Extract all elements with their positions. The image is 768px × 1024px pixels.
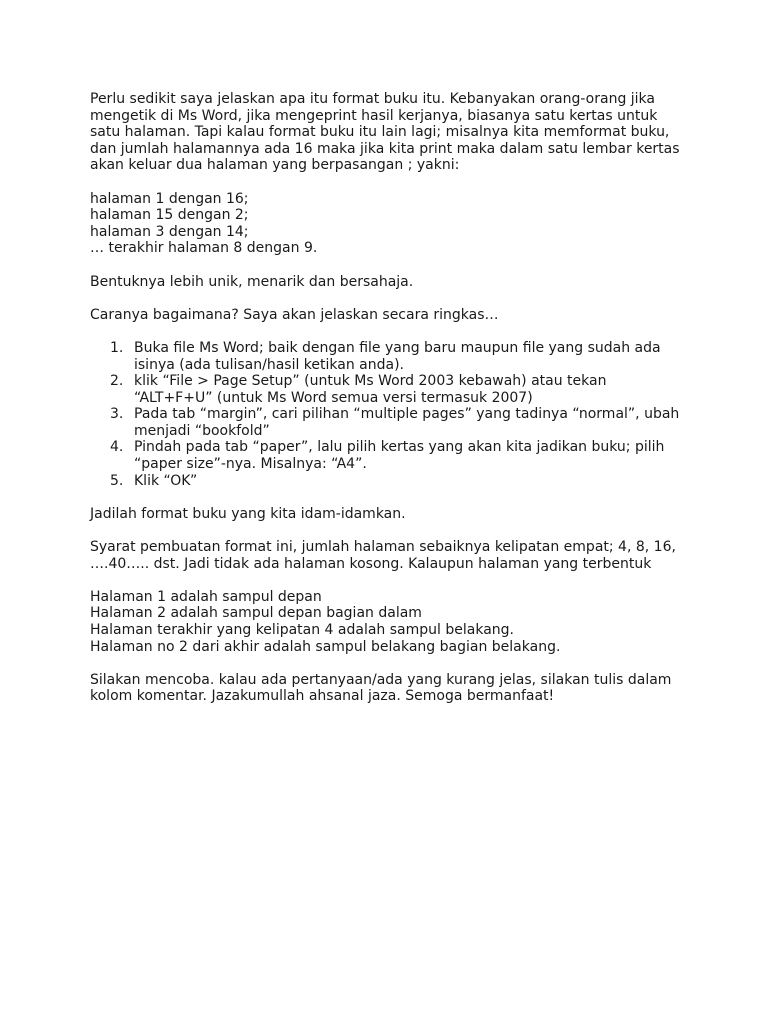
requirement-line: ….40….. dst. Jadi tidak ada halaman kosong. Kalaupun halaman yang terbentuk [90, 555, 652, 572]
step-line: menjadi “bookfold” [134, 422, 270, 439]
requirement-line: Syarat pembuatan format ini, jumlah halaman sebaiknya kelipatan empat; 4, 8, 16, [90, 539, 676, 556]
intro-line: dan jumlah halamannya ada 16 maka jika kita print maka dalam satu lembar kertas [90, 140, 680, 157]
result-paragraph [90, 506, 690, 523]
step-item [90, 340, 690, 373]
document-body [90, 91, 690, 722]
step-line: Buka file Ms Word; baik dengan file yang baru maupun file yang sudah ada [134, 339, 661, 356]
covers-line: Halaman no 2 dari akhir adalah sampul belakang bagian belakang. [90, 638, 561, 655]
step-item [90, 406, 690, 439]
unique-paragraph [90, 274, 690, 291]
requirement-paragraph [90, 539, 690, 572]
closing-line: Silakan mencoba. kalau ada pertanyaan/ada yang kurang jelas, silakan tulis dalam [90, 671, 672, 688]
step-line: “ALT+F+U” (untuk Ms Word semua versi termasuk 2007) [134, 389, 533, 406]
page-pairs [90, 191, 690, 257]
step-item [90, 473, 690, 490]
closing-line: kolom komentar. Jazakumullah ahsanal jaza. Semoga bermanfaat! [90, 688, 555, 705]
page-pair-line: … terakhir halaman 8 dengan 9. [90, 240, 318, 257]
covers-paragraph [90, 589, 690, 655]
step-line: Pindah pada tab “paper”, lalu pilih kertas yang akan kita jadikan buku; pilih [134, 439, 665, 456]
how-paragraph [90, 307, 690, 324]
step-number: 3. [110, 406, 124, 423]
intro-paragraph [90, 91, 690, 174]
intro-line: mengetik di Ms Word, jika mengeprint hasil kerjanya, biasanya satu kertas untuk [90, 107, 658, 124]
result-line: Jadilah format buku yang kita idam-idamkan. [90, 505, 406, 522]
step-number: 4. [110, 439, 124, 456]
covers-line: Halaman 2 adalah sampul depan bagian dalam [90, 605, 422, 622]
step-number: 1. [110, 339, 124, 356]
intro-line: Perlu sedikit saya jelaskan apa itu format buku itu. Kebanyakan orang-orang jika [90, 91, 655, 107]
step-item [90, 439, 690, 472]
how-line: Caranya bagaimana? Saya akan jelaskan secara ringkas… [90, 306, 499, 323]
step-number: 5. [110, 472, 124, 489]
step-line: Pada tab “margin”, cari pilihan “multiple pages” yang tadinya “normal”, ubah [134, 406, 680, 423]
covers-line: Halaman 1 adalah sampul depan [90, 588, 322, 605]
step-item [90, 373, 690, 406]
steps-list [90, 340, 690, 489]
page-pair-line: halaman 1 dengan 16; [90, 190, 249, 207]
step-line: isinya (ada tulisan/hasil ketikan anda). [134, 356, 404, 373]
step-line: klik “File > Page Setup” (untuk Ms Word 2003 kebawah) atau tekan [134, 373, 607, 390]
unique-line: Bentuknya lebih unik, menarik dan bersahaja. [90, 273, 414, 290]
covers-line: Halaman terakhir yang kelipatan 4 adalah sampul belakang. [90, 622, 514, 638]
step-line: “paper size”-nya. Misalnya: “A4”. [134, 456, 367, 473]
step-line: Klik “OK” [134, 472, 198, 489]
page-pair-line: halaman 3 dengan 14; [90, 223, 249, 240]
closing-paragraph [90, 672, 690, 705]
page-pair-line: halaman 15 dengan 2; [90, 207, 249, 224]
step-number: 2. [110, 373, 124, 390]
intro-line: satu halaman. Tapi kalau format buku itu lain lagi; misalnya kita memformat buku, [90, 124, 670, 141]
intro-line: akan keluar dua halaman yang berpasangan ; yakni: [90, 157, 460, 174]
